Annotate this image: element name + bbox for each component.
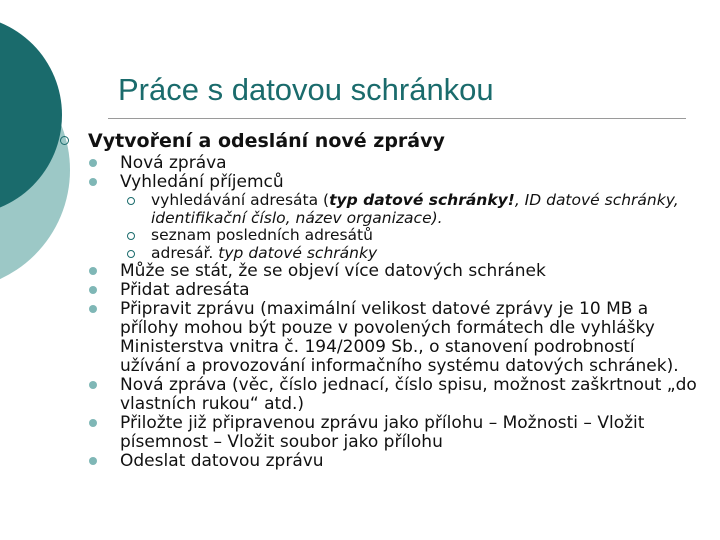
list-item bbox=[60, 414, 700, 452]
dot-bullet-icon bbox=[89, 305, 97, 313]
list-item-text: Přidat adresáta bbox=[120, 280, 250, 300]
dot-bullet-icon bbox=[89, 286, 97, 294]
list-item-text: Může se stát, že se objeví více datových schránek bbox=[120, 261, 546, 281]
list-item-text: Přiložte již připravenou zprávu jako přílohu – Možnosti – Vložit písemnost – Vložit soubor jako přílohu bbox=[120, 413, 645, 452]
main-heading-item bbox=[60, 128, 700, 154]
list-item-text: Připravit zprávu (maximální velikost datové zprávy je 10 MB a přílohy mohou být pouze v povolených formátech dle vyhlášky Ministerstva vnitra č. 194/2009 Sb., o stanovení podrobností užívání a provozování informačního systému datových schránek). bbox=[120, 299, 679, 376]
sub-item-text-part: adresář. bbox=[151, 243, 219, 262]
hollow-circle-bullet-icon bbox=[127, 250, 135, 258]
dot-bullet-icon bbox=[89, 159, 97, 167]
list-item-text: Odeslat datovou zprávu bbox=[120, 451, 324, 471]
list-item bbox=[60, 281, 700, 300]
list-item-text: Nová zpráva (věc, číslo jednací, číslo spisu, možnost zaškrtnout „do vlastních rukou“ atd.) bbox=[120, 375, 697, 414]
sub-list-item bbox=[60, 192, 700, 227]
slide-content bbox=[60, 128, 700, 471]
sub-item-emphasis: typ datové schránky bbox=[218, 243, 378, 262]
list-item bbox=[60, 262, 700, 281]
sub-list-item bbox=[60, 227, 700, 245]
title-divider bbox=[108, 118, 686, 119]
sub-item-emphasis: typ datové schránky! bbox=[329, 191, 515, 209]
main-heading: Vytvoření a odeslání nové zprávy bbox=[88, 130, 445, 152]
sub-list-item bbox=[60, 245, 700, 263]
hollow-circle-bullet-icon bbox=[127, 197, 135, 205]
dot-bullet-icon bbox=[89, 419, 97, 427]
list-item bbox=[60, 300, 700, 376]
sub-item-text-part: , ID datové schránky, identifikační číslo, název organizace). bbox=[151, 191, 679, 227]
list-item-text: Nová zpráva bbox=[120, 153, 227, 173]
list-item bbox=[60, 452, 700, 471]
dot-bullet-icon bbox=[89, 267, 97, 275]
dot-bullet-icon bbox=[89, 457, 97, 465]
sub-item-text: seznam posledních adresátů bbox=[151, 226, 373, 244]
list-item bbox=[60, 173, 700, 192]
dot-bullet-icon bbox=[89, 381, 97, 389]
list-item bbox=[60, 376, 700, 414]
sub-item-text bbox=[151, 191, 679, 227]
dot-bullet-icon bbox=[89, 178, 97, 186]
list-item bbox=[60, 154, 700, 173]
sub-item-text-part: vyhledávání adresáta ( bbox=[151, 191, 330, 209]
sub-item-text bbox=[151, 244, 377, 262]
list-item-text: Vyhledání příjemců bbox=[120, 172, 284, 192]
hollow-circle-bullet-icon bbox=[127, 232, 135, 240]
hollow-circle-bullet-icon bbox=[60, 136, 69, 145]
slide-title: Práce s datovou schránkou bbox=[118, 72, 494, 107]
